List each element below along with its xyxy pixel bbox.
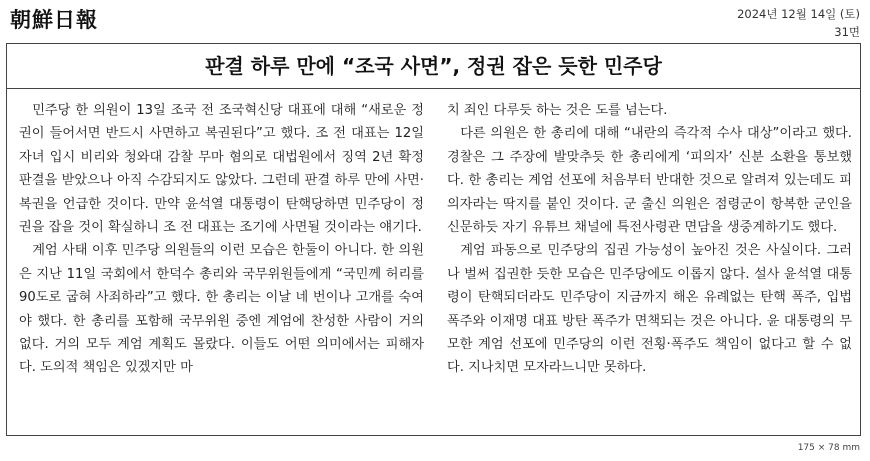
page-number: 31면	[834, 25, 860, 39]
article-column-right	[447, 99, 852, 380]
paragraph: 계엄 파동으로 민주당의 집권 가능성이 높아진 것은 사실이다. 그러나 벌써 집권한 듯한 모습은 민주당에도 이롭지 않다. 설사 윤석열 대통령이 탄핵되더라도 민주당이 지금까지 해온 유례없는 탄핵 폭주, 입법 폭주와 이재명 대표 방탄 폭주가 면책되는 것은 아니다. 윤 대통령의 무모한 계엄 선포에 민주당의 이런 전횡·폭주도 책임이 없다고 할 수 없다. 지나치면 모자라느니만 못하다.	[447, 243, 852, 376]
publication-date: 2024년 12월 14일 (토)	[737, 7, 860, 21]
paragraph: 민주당 한 의원이 13일 조국 전 조국혁신당 대표에 대해 “새로운 정권이 들어서면 반드시 사면하고 복권된다”고 했다. 조 전 대표는 12일 자녀 입시 비리와 청와대 감찰 무마 혐의로 대법원에서 징역 2년 확정판결을 받았으나 아직 수감되지도 않았다. 그런데 판결 하루 만에 사면·복권을 언급한 것이다. 만약 윤석열 대통령이 탄핵당하면 민주당이 정권을 잡을 것이 확실하니 조 전 대표는 조기에 사면될 것이라는 얘기다.	[19, 103, 424, 236]
clipping-size-label: 175 × 78 mm	[797, 443, 860, 453]
newspaper-masthead: 朝鮮日報	[10, 7, 98, 32]
article-headline: 판결 하루 만에 “조국 사면”, 정권 잡은 듯한 민주당	[205, 54, 662, 78]
article-frame	[6, 43, 861, 436]
headline-divider	[7, 88, 860, 89]
paragraph: 다른 의원은 한 총리에 대해 “내란의 즉각적 수사 대상”이라고 했다. 경찰은 그 주장에 발맞추듯 한 총리에게 ‘피의자’ 신분 소환을 통보했다. 한 총리는 계엄 선포에 처음부터 반대한 것으로 알려져 있는데도 피의자라는 딱지를 붙인 것이다. 군 출신 의원은 점령군이 항복한 군인을 신문하듯 자기 유튜브 채널에 특전사령관 면담을 생중계하기도 했다.	[447, 126, 852, 236]
paragraph-continuation: 치 죄인 다루듯 하는 것은 도를 넘는다.	[447, 103, 668, 118]
paragraph: 계엄 사태 이후 민주당 의원들의 이런 모습은 한둘이 아니다. 한 의원은 지난 11일 국회에서 한덕수 총리와 국무위원들에게 “국민께 허리를 90도로 굽혀 사죄하라”고 했다. 한 총리는 이날 네 번이나 고개를 숙여야 했다. 한 총리를 포함해 국무위원 중엔 계엄에 찬성한 사람이 거의 없다. 거의 모두 계엄 계획도 몰랐다. 이들도 어떤 의미에서는 피해자다. 도의적 책임은 있겠지만 마	[19, 243, 424, 376]
article-column-left	[19, 99, 424, 380]
